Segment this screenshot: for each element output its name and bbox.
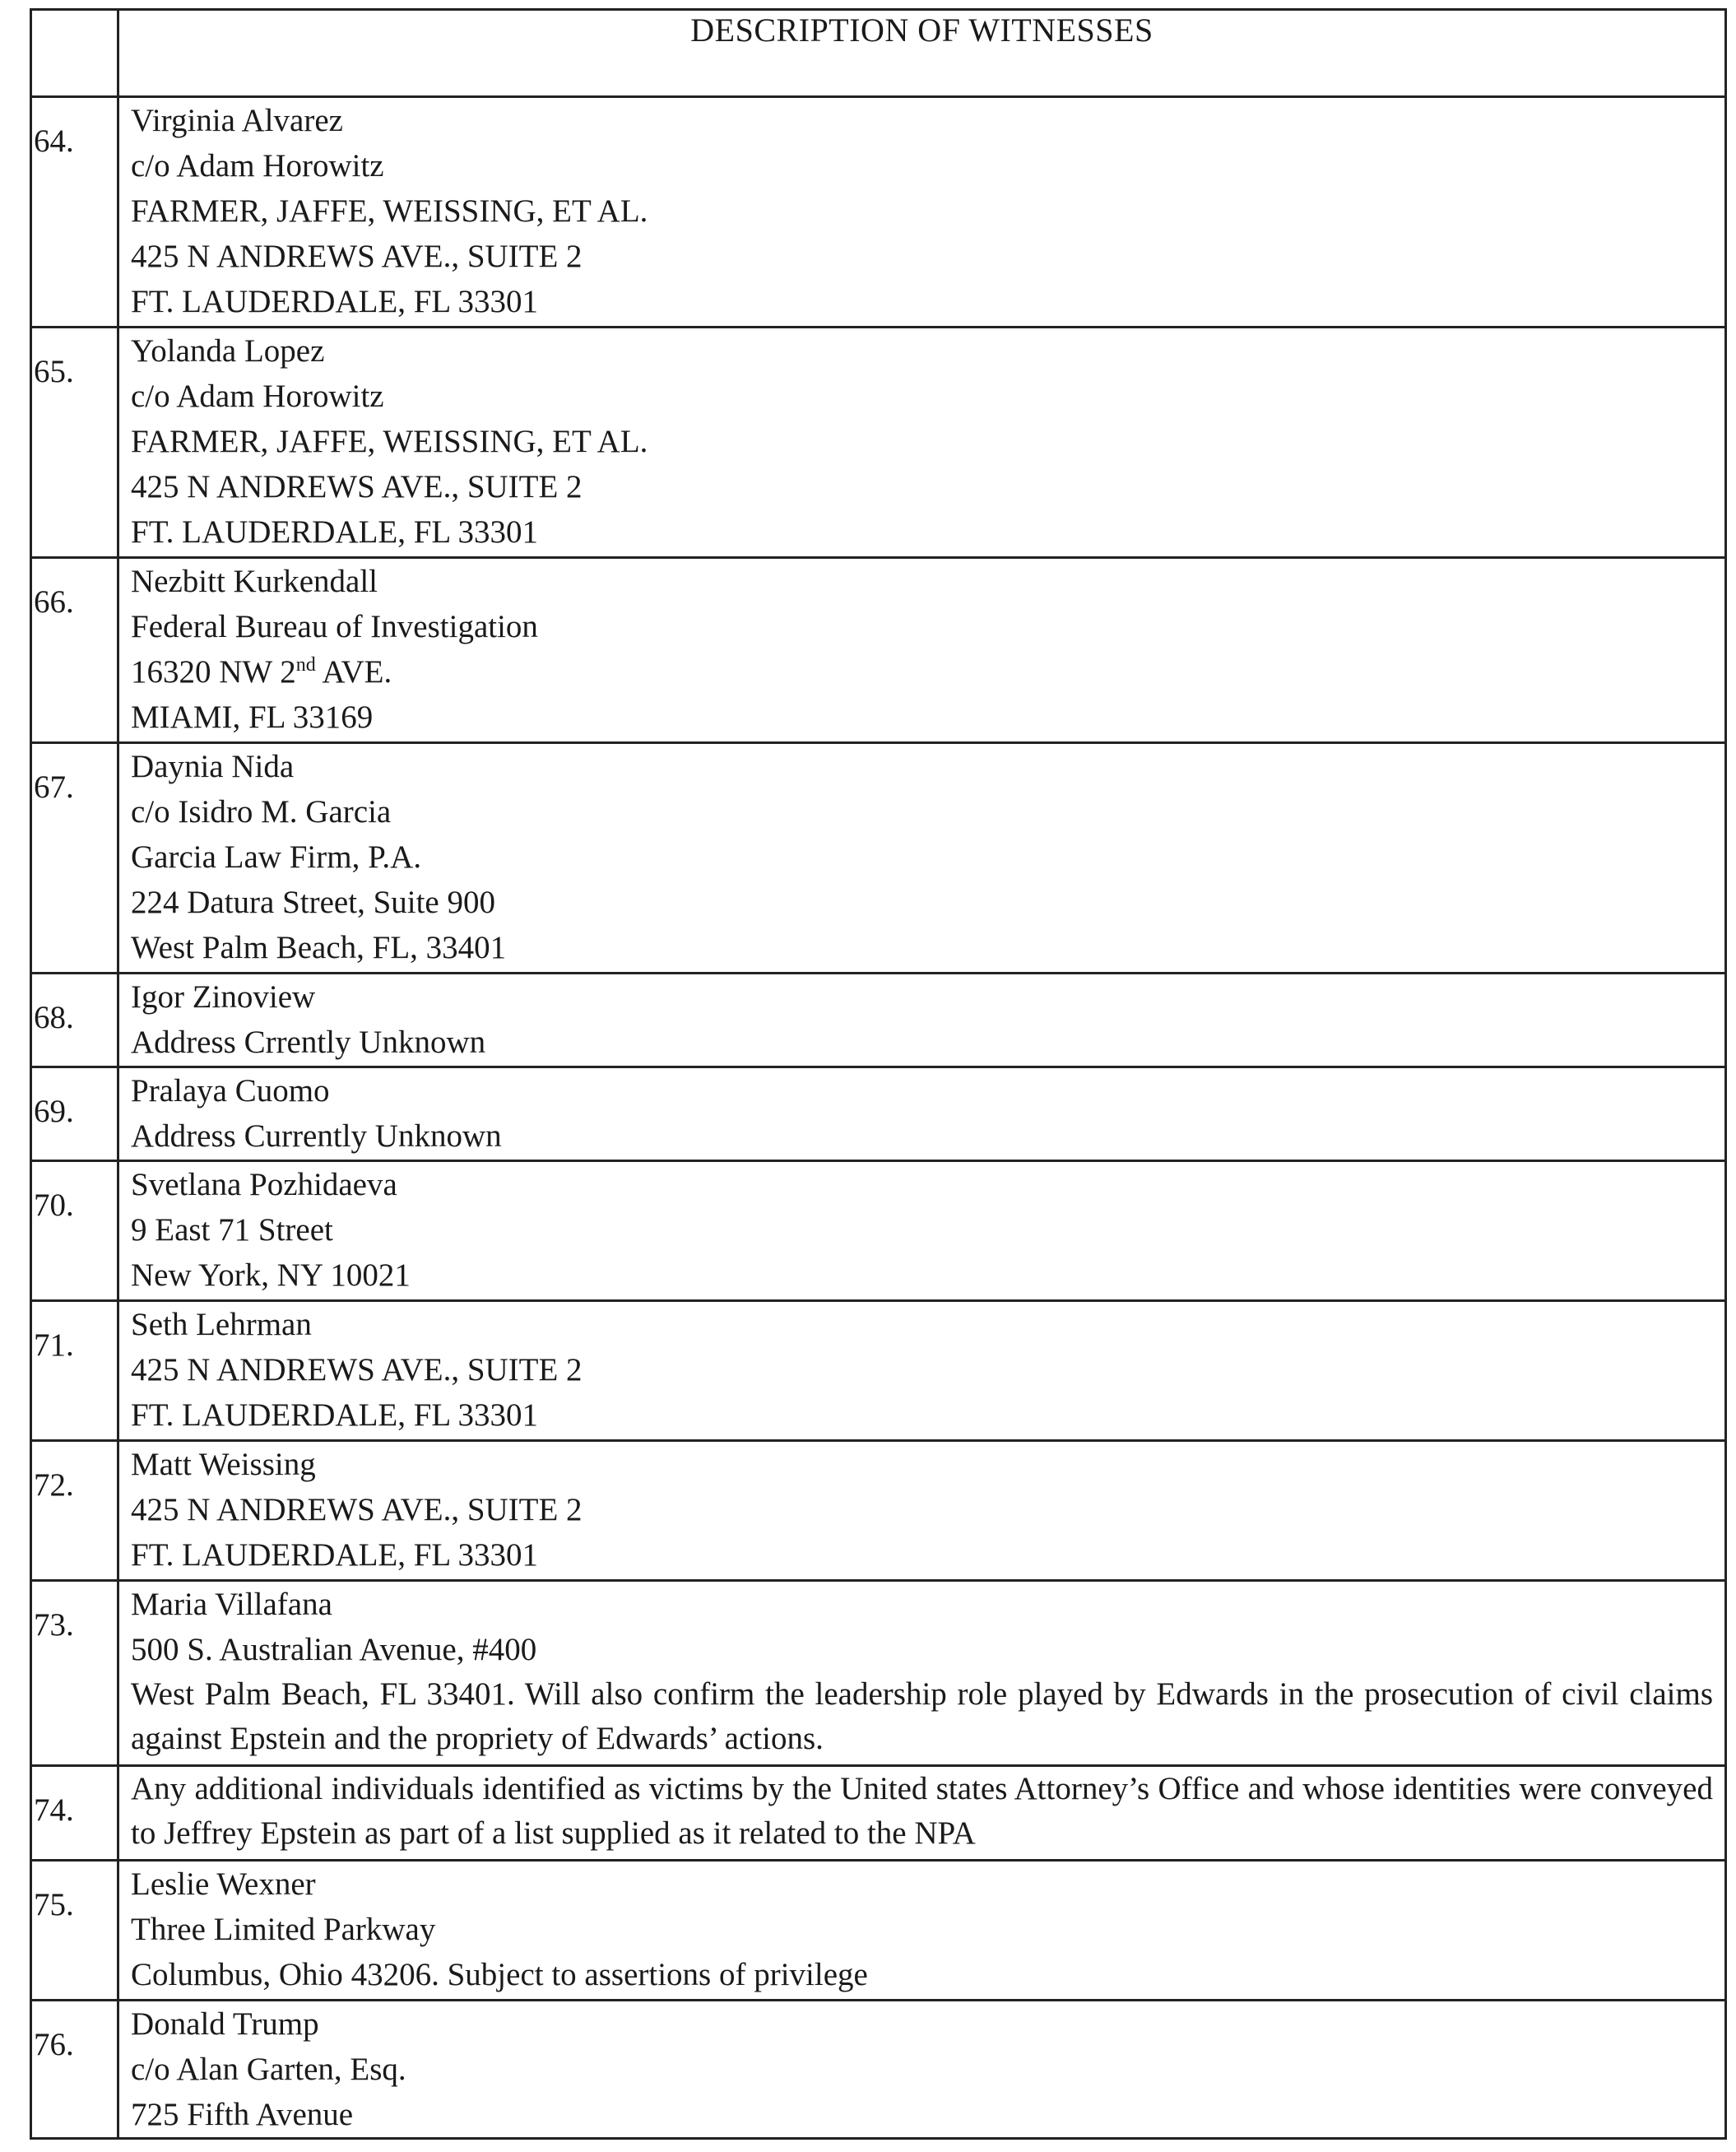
witness-address: Address Crrently Unknown bbox=[131, 1025, 486, 1060]
witness-street bbox=[131, 649, 1713, 695]
witness-city: FT. LAUDERDALE, FL 33301 bbox=[131, 284, 539, 319]
witness-description-cell bbox=[118, 558, 1726, 743]
table-row bbox=[31, 328, 1726, 558]
witness-description-cell bbox=[118, 97, 1726, 328]
witness-care-of: c/o Isidro M. Garcia bbox=[131, 794, 392, 830]
witness-number-cell bbox=[31, 2001, 118, 2139]
witness-name: Svetlana Pozhidaeva bbox=[131, 1167, 397, 1202]
table-row bbox=[31, 1766, 1726, 1861]
witness-name: Donald Trump bbox=[131, 2006, 319, 2042]
witness-number: 67. bbox=[34, 769, 74, 805]
witness-number: 70. bbox=[34, 1188, 74, 1223]
witness-number-cell bbox=[31, 974, 118, 1067]
witness-number-cell bbox=[31, 558, 118, 743]
witness-number-cell bbox=[31, 1861, 118, 2001]
street-prefix: 16320 NW 2 bbox=[131, 654, 296, 690]
table-row bbox=[31, 1301, 1726, 1441]
witness-number-cell bbox=[31, 743, 118, 974]
witness-city: MIAMI, FL 33169 bbox=[131, 700, 374, 735]
witness-number-cell bbox=[31, 328, 118, 558]
witness-name: Leslie Wexner bbox=[131, 1866, 316, 1902]
witness-description-cell bbox=[118, 1301, 1726, 1441]
witness-description-cell bbox=[118, 328, 1726, 558]
witness-number: 65. bbox=[34, 354, 74, 389]
witness-number: 72. bbox=[34, 1467, 74, 1503]
witness-street: 9 East 71 Street bbox=[131, 1212, 333, 1248]
description-column-header bbox=[118, 10, 1726, 97]
witness-number-cell bbox=[31, 97, 118, 328]
witness-care-of: c/o Adam Horowitz bbox=[131, 379, 384, 414]
witness-name: Matt Weissing bbox=[131, 1447, 316, 1482]
witness-number: 74. bbox=[34, 1792, 74, 1828]
table-row bbox=[31, 1067, 1726, 1161]
witness-street: Three Limited Parkway bbox=[131, 1912, 436, 1947]
table-row bbox=[31, 974, 1726, 1067]
witness-description-cell bbox=[118, 1067, 1726, 1161]
witness-city: FT. LAUDERDALE, FL 33301 bbox=[131, 1397, 539, 1433]
table-row bbox=[31, 1581, 1726, 1766]
witness-number-cell bbox=[31, 1441, 118, 1581]
witness-address: Address Currently Unknown bbox=[131, 1118, 502, 1154]
witness-description-cell bbox=[118, 1581, 1726, 1766]
witness-number-cell bbox=[31, 1067, 118, 1161]
table-row bbox=[31, 558, 1726, 743]
witness-description-cell bbox=[118, 974, 1726, 1067]
witness-street: 725 Fifth Avenue bbox=[131, 2097, 354, 2132]
witness-name: Pralaya Cuomo bbox=[131, 1073, 330, 1109]
witness-description-cell bbox=[118, 2001, 1726, 2139]
witness-number-cell bbox=[31, 1766, 118, 1861]
witness-street: 425 N ANDREWS AVE., SUITE 2 bbox=[131, 1492, 583, 1527]
witness-street: 224 Datura Street, Suite 900 bbox=[131, 885, 495, 920]
witness-name: Maria Villafana bbox=[131, 1587, 332, 1622]
witness-street: 425 N ANDREWS AVE., SUITE 2 bbox=[131, 1352, 583, 1387]
witness-organization: Federal Bureau of Investigation bbox=[131, 609, 538, 644]
witness-number: 69. bbox=[34, 1094, 74, 1129]
witness-number: 64. bbox=[34, 123, 74, 159]
witness-number: 71. bbox=[34, 1327, 74, 1363]
table-title: DESCRIPTION OF WITNESSES bbox=[690, 12, 1153, 49]
witness-description-cell bbox=[118, 1161, 1726, 1301]
table-row bbox=[31, 2001, 1726, 2139]
witness-number: 75. bbox=[34, 1887, 74, 1922]
witness-street: 500 S. Australian Avenue, #400 bbox=[131, 1632, 537, 1667]
table-header-row bbox=[31, 10, 1726, 97]
table-row bbox=[31, 97, 1726, 328]
witness-name: Yolanda Lopez bbox=[131, 333, 325, 369]
table-row bbox=[31, 1161, 1726, 1301]
witness-number-cell bbox=[31, 1581, 118, 1766]
table-row bbox=[31, 1441, 1726, 1581]
witness-city: FT. LAUDERDALE, FL 33301 bbox=[131, 514, 539, 550]
witness-name: Virginia Alvarez bbox=[131, 103, 343, 138]
witness-description-cell bbox=[118, 743, 1726, 974]
witness-city: West Palm Beach, FL, 33401 bbox=[131, 930, 507, 965]
witness-note: West Palm Beach, FL 33401. Will also confirm the leadership role played by Edwards in the prosecution of civil claims against Epstein and the propriety of Edwards’ actions. bbox=[131, 1676, 1713, 1756]
number-column-header bbox=[31, 10, 118, 97]
table-row bbox=[31, 743, 1726, 974]
witness-note: Any additional individuals identified as victims by the United states Attorney’s Office and whose identities were conveyed to Jeffrey Epstein as part of a list supplied as it related to the NPA bbox=[131, 1771, 1713, 1851]
witness-name: Igor Zinoview bbox=[131, 979, 316, 1015]
witness-number: 73. bbox=[34, 1607, 74, 1643]
witness-firm: FARMER, JAFFE, WEISSING, ET AL. bbox=[131, 193, 648, 229]
witness-number-cell bbox=[31, 1161, 118, 1301]
witness-number: 68. bbox=[34, 1000, 74, 1035]
witness-city: FT. LAUDERDALE, FL 33301 bbox=[131, 1537, 539, 1573]
witness-firm: FARMER, JAFFE, WEISSING, ET AL. bbox=[131, 424, 648, 459]
witness-description-cell bbox=[118, 1861, 1726, 2001]
ordinal-suffix: nd bbox=[295, 654, 316, 676]
witness-name: Daynia Nida bbox=[131, 749, 295, 784]
witness-street: 425 N ANDREWS AVE., SUITE 2 bbox=[131, 239, 583, 274]
witness-description-cell bbox=[118, 1441, 1726, 1581]
witness-street: 425 N ANDREWS AVE., SUITE 2 bbox=[131, 469, 583, 504]
witness-city: New York, NY 10021 bbox=[131, 1257, 411, 1293]
witness-care-of: c/o Adam Horowitz bbox=[131, 148, 384, 184]
witness-number: 76. bbox=[34, 2027, 74, 2062]
witness-care-of: c/o Alan Garten, Esq. bbox=[131, 2052, 406, 2087]
witness-city: Columbus, Ohio 43206. Subject to assertions of privilege bbox=[131, 1957, 868, 1992]
table-row bbox=[31, 1861, 1726, 2001]
witness-name: Nezbitt Kurkendall bbox=[131, 564, 378, 599]
witness-number-cell bbox=[31, 1301, 118, 1441]
witness-name: Seth Lehrman bbox=[131, 1307, 312, 1342]
witness-firm: Garcia Law Firm, P.A. bbox=[131, 839, 422, 875]
witness-description-cell bbox=[118, 1766, 1726, 1861]
street-suffix: AVE. bbox=[315, 654, 392, 690]
witness-number: 66. bbox=[34, 584, 74, 620]
witness-table bbox=[30, 8, 1727, 2140]
